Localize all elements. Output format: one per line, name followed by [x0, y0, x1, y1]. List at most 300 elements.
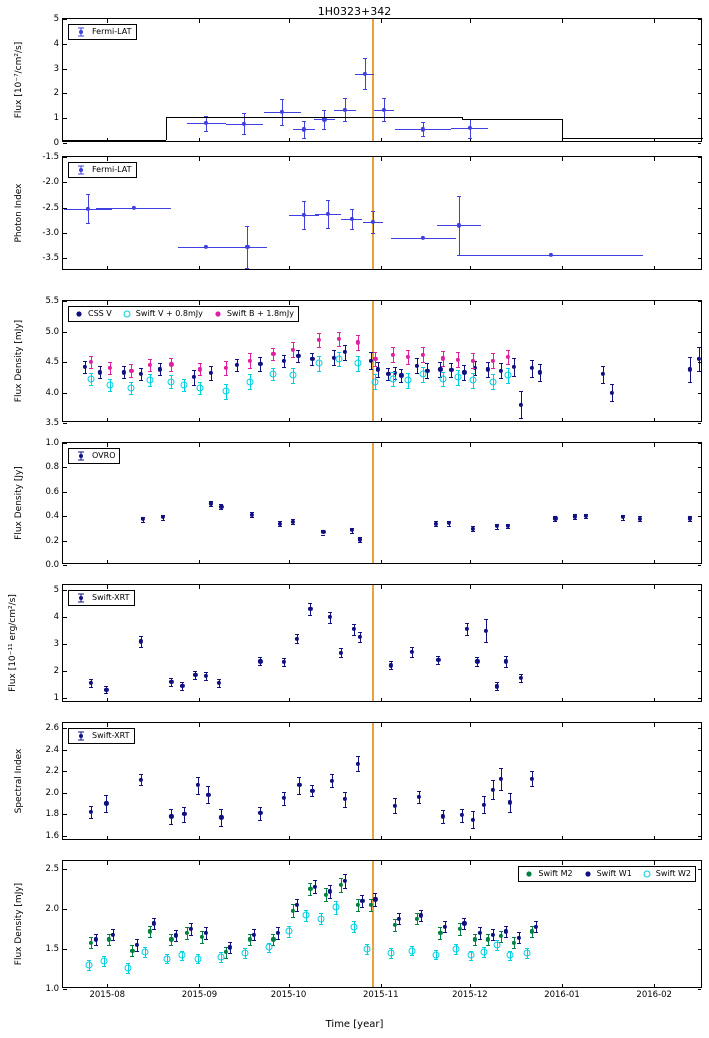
data-point	[335, 355, 342, 362]
error-bar-cap	[436, 664, 440, 665]
error-bar-cap	[198, 394, 202, 395]
data-point	[530, 366, 534, 370]
error-bar-cap	[638, 521, 642, 522]
error-bar-cap	[397, 913, 401, 914]
error-bar-cap	[196, 963, 200, 964]
data-point	[198, 367, 202, 371]
y-tickmark	[698, 44, 702, 45]
error-bar-cap	[339, 648, 343, 649]
y-tickmark	[63, 771, 67, 772]
data-point	[217, 681, 221, 685]
error-bar-cap	[104, 795, 108, 796]
data-point	[439, 376, 446, 383]
error-bar-cap	[334, 914, 338, 915]
error-bar-cap	[313, 893, 317, 894]
error-bar-cap	[356, 911, 360, 912]
error-bar-cap	[495, 529, 499, 530]
x-tickmark	[654, 585, 655, 589]
x-tickmark	[654, 301, 655, 305]
error-bar-cap	[295, 643, 299, 644]
y-tickmark	[63, 644, 67, 645]
legend-label: Swift-XRT	[92, 731, 130, 740]
error-bar-cap	[343, 98, 347, 99]
error-bar-cap	[534, 921, 538, 922]
error-bar-cap	[506, 350, 510, 351]
error-bar-cap	[152, 929, 156, 930]
error-bar-cap	[519, 391, 523, 392]
error-bar-cap	[295, 899, 299, 900]
error-bar-cap	[469, 960, 473, 961]
error-bar-cap	[339, 657, 343, 658]
error-bar-cap	[297, 777, 301, 778]
data-point	[482, 802, 486, 806]
data-point	[285, 928, 292, 935]
data-point	[139, 639, 143, 643]
error-bar-cap	[196, 777, 200, 778]
error-bar-cap	[317, 371, 321, 372]
error-bar-cap	[471, 531, 475, 532]
data-point	[530, 777, 534, 781]
y-tickmark	[698, 19, 702, 20]
data-point	[108, 366, 112, 370]
x-tickmark	[107, 157, 108, 161]
y-tickmark	[63, 233, 67, 234]
x-tickmark	[562, 836, 563, 840]
error-bar-cap	[169, 358, 173, 359]
x-tickmark	[289, 836, 290, 840]
y-tickmark	[698, 909, 702, 910]
data-point	[362, 71, 366, 75]
data-point	[98, 370, 102, 374]
error-bar-cap	[491, 799, 495, 800]
x-tickmark	[107, 418, 108, 422]
error-bar-cap	[457, 196, 461, 197]
y-tick-label: 1	[53, 113, 59, 124]
data-point	[475, 659, 479, 663]
y-axis-label-spectral-index: Spectral Index	[14, 748, 24, 814]
x-tickmark	[289, 19, 290, 23]
error-bar-cap	[267, 952, 271, 953]
x-tickmark	[381, 157, 382, 161]
panel-photon-index	[42, 152, 702, 270]
x-tickmark	[470, 984, 471, 988]
error-bar-cap	[296, 362, 300, 363]
error-bar-cap	[271, 380, 275, 381]
data-point	[421, 236, 425, 240]
data-point	[245, 245, 249, 249]
error-bar-cap	[471, 353, 475, 354]
data-point	[89, 681, 93, 685]
error-bar-cap	[129, 377, 133, 378]
data-point	[339, 650, 343, 654]
data-point	[111, 933, 115, 937]
data-point	[506, 355, 510, 359]
error-bar-cap	[458, 935, 462, 936]
error-bar-cap	[410, 955, 414, 956]
data-point	[433, 951, 440, 958]
x-tickmark	[470, 560, 471, 564]
error-bar-cap	[334, 901, 338, 902]
y-tickmark	[698, 118, 702, 119]
error-bar-cap	[295, 911, 299, 912]
error-bar-cap	[148, 374, 152, 375]
error-bar-cap	[206, 786, 210, 787]
data-point	[495, 684, 499, 688]
error-bar-cap	[525, 958, 529, 959]
error-bar-cap	[443, 921, 447, 922]
step-segment	[166, 117, 462, 118]
error-bar-cap	[373, 374, 377, 375]
y-tick-label: 2	[53, 88, 59, 99]
x-tickmark	[289, 138, 290, 142]
error-bar-cap	[530, 786, 534, 787]
error-bar-cap	[104, 693, 108, 694]
x-tickmark	[562, 19, 563, 23]
error-bar-cap	[517, 932, 521, 933]
data-point	[316, 360, 323, 367]
data-point	[343, 350, 347, 354]
error-bar-cap	[421, 382, 425, 383]
error-bar-cap	[189, 923, 193, 924]
error-bar-cap	[475, 657, 479, 658]
error-bar-cap	[271, 348, 275, 349]
y-tickmark	[698, 949, 702, 950]
data-point	[452, 946, 459, 953]
data-point	[333, 904, 340, 911]
data-point	[204, 931, 208, 935]
data-point	[372, 378, 379, 385]
data-point	[258, 811, 262, 815]
y-tickmark	[698, 332, 702, 333]
error-bar-cap	[343, 874, 347, 875]
error-bar-cap	[512, 948, 516, 949]
error-bar-cap	[217, 687, 221, 688]
error-bar-cap	[330, 774, 334, 775]
error-bar-cap	[465, 623, 469, 624]
step-riser	[166, 117, 167, 140]
error-bar-cap	[460, 822, 464, 823]
error-bar-cap	[406, 388, 410, 389]
error-bar-cap	[393, 919, 397, 920]
y-tickmark	[63, 869, 67, 870]
data-point	[397, 917, 401, 921]
error-bar-cap	[248, 353, 252, 354]
error-bar-cap	[94, 945, 98, 946]
x-tickmark	[654, 723, 655, 727]
y-tickmark	[63, 362, 67, 363]
legend-label: OVRO	[92, 451, 116, 460]
error-bar-cap	[530, 771, 534, 772]
data-point	[697, 357, 701, 361]
data-point	[258, 362, 262, 366]
x-tickmark	[289, 984, 290, 988]
error-bar-cap	[291, 917, 295, 918]
legend-item	[523, 869, 572, 879]
x-tickmark	[381, 984, 382, 988]
y-tick-label: -2.0	[42, 177, 59, 188]
error-bar-cap	[278, 526, 282, 527]
error-bar-cap	[209, 380, 213, 381]
error-bar-cap	[204, 939, 208, 940]
data-point	[189, 927, 193, 931]
error-bar-cap	[317, 347, 321, 348]
error-bar-cap	[358, 642, 362, 643]
x-tickmark	[107, 266, 108, 270]
x-tick-label: 2015-12	[452, 990, 488, 1000]
error-bar-cap	[601, 366, 605, 367]
data-point	[93, 937, 97, 941]
error-bar-cap	[473, 934, 477, 935]
error-bar-cap	[98, 378, 102, 379]
x-tickmark	[470, 19, 471, 23]
x-tickmark	[470, 443, 471, 447]
data-point	[323, 893, 327, 897]
legend-label: Fermi-LAT	[92, 165, 132, 174]
error-bar-cap	[87, 970, 91, 971]
data-point	[504, 372, 511, 379]
y-tickmark	[63, 492, 67, 493]
x-tickmark	[381, 861, 382, 865]
error-bar-cap	[399, 369, 403, 370]
error-bar-cap	[165, 963, 169, 964]
error-bar-cap	[373, 352, 377, 353]
error-bar-cap	[182, 391, 186, 392]
error-bar-cap	[386, 368, 390, 369]
y-tickmark	[698, 301, 702, 302]
error-bar-cap	[499, 378, 503, 379]
error-bar-cap	[688, 521, 692, 522]
error-bar-cap	[217, 679, 221, 680]
y-tick-label: 1.6	[45, 830, 59, 841]
y-tick-label: -2.5	[42, 202, 59, 213]
x-tick-label: 2015-08	[89, 990, 126, 1000]
data-point	[174, 933, 178, 937]
error-bar-cap	[482, 796, 486, 797]
error-bar-cap	[417, 803, 421, 804]
error-bar-cap	[224, 375, 228, 376]
legend-optical-flux	[68, 306, 299, 322]
data-point	[339, 883, 343, 887]
error-bar-cap	[499, 790, 503, 791]
y-tickmark	[698, 93, 702, 94]
x-tickmark	[562, 723, 563, 727]
x-tickmark	[381, 698, 382, 702]
error-bar-cap	[373, 366, 377, 367]
data-point	[289, 372, 296, 379]
data-point	[195, 783, 199, 787]
error-bar-cap	[193, 671, 197, 672]
error-bar-cap	[406, 373, 410, 374]
data-point	[308, 607, 312, 611]
error-bar-cap	[456, 352, 460, 353]
data-point	[242, 122, 246, 126]
data-point	[131, 206, 135, 210]
error-bar-cap	[317, 356, 321, 357]
x-tick-label: 2015-09	[181, 990, 218, 1000]
data-point	[519, 403, 523, 407]
error-bar-cap	[319, 913, 323, 914]
error-bar-cap	[185, 939, 189, 940]
x-tickmark	[199, 138, 200, 142]
data-point	[373, 357, 377, 361]
error-bar-cap	[174, 941, 178, 942]
error-bar-cap	[482, 813, 486, 814]
y-tickmark	[698, 541, 702, 542]
error-bar-cap	[139, 774, 143, 775]
error-bar-cap	[182, 379, 186, 380]
data-point	[419, 913, 423, 917]
data-point	[270, 371, 277, 378]
x-tickmark	[289, 560, 290, 564]
data-point	[538, 370, 542, 374]
error-bar-cap	[324, 888, 328, 889]
data-point	[382, 107, 386, 111]
data-point	[484, 628, 488, 632]
error-bar-cap	[122, 366, 126, 367]
error-bar-cap	[228, 942, 232, 943]
data-point	[266, 944, 273, 951]
y-tickmark	[698, 69, 702, 70]
error-bar-cap	[371, 233, 375, 234]
data-point	[350, 923, 357, 930]
error-bar-cap	[321, 535, 325, 536]
y-tickmark	[698, 771, 702, 772]
y-tickmark	[698, 989, 702, 990]
error-bar-cap	[363, 58, 367, 59]
y-tickmark	[698, 258, 702, 259]
x-tickmark	[199, 266, 200, 270]
x-tickmark	[381, 138, 382, 142]
legend-item	[73, 593, 130, 603]
error-bar-cap	[553, 521, 557, 522]
y-tickmark	[63, 143, 67, 144]
y-axis-label-ovro-flux: Flux Density [Jy]	[14, 466, 24, 540]
error-bar-cap	[399, 382, 403, 383]
error-bar-cap	[206, 803, 210, 804]
error-bar-cap	[276, 927, 280, 928]
y-tickmark	[698, 233, 702, 234]
error-bar-cap	[248, 945, 252, 946]
data-point	[499, 368, 503, 372]
error-bar-cap	[271, 360, 275, 361]
x-tickmark	[470, 266, 471, 270]
panel-ovro-flux	[45, 438, 702, 570]
step-segment	[462, 119, 562, 120]
error-bar-cap	[310, 365, 314, 366]
data-point	[464, 627, 468, 631]
x-tickmark	[107, 19, 108, 23]
x-tickmark	[562, 698, 563, 702]
error-bar-cap	[449, 363, 453, 364]
error-bar-cap	[108, 379, 112, 380]
data-point	[246, 378, 253, 385]
y-tick-label: 3.5	[45, 418, 59, 428]
data-point	[86, 207, 90, 211]
error-bar-cap	[495, 950, 499, 951]
data-point	[122, 370, 126, 374]
y-tick-label: 0	[53, 138, 59, 148]
data-point	[104, 687, 108, 691]
x-tickmark	[199, 443, 200, 447]
x-tickmark	[199, 157, 200, 161]
x-tickmark	[381, 836, 382, 840]
data-point	[89, 360, 93, 364]
y-tick-label: 5.5	[45, 296, 59, 306]
data-point	[86, 962, 93, 969]
error-bar-cap	[89, 806, 93, 807]
x-tick-label: 2016-02	[636, 990, 672, 1000]
error-bar-cap	[360, 907, 364, 908]
data-point	[519, 675, 523, 679]
error-bar-cap	[111, 940, 115, 941]
x-tickmark	[199, 723, 200, 727]
x-tickmark	[654, 157, 655, 161]
data-point	[480, 949, 487, 956]
error-bar-cap	[343, 345, 347, 346]
error-bar-cap	[491, 353, 495, 354]
error-bar-cap	[143, 957, 147, 958]
data-point	[601, 372, 605, 376]
data-point	[282, 796, 286, 800]
error-bar-cap	[373, 906, 377, 907]
data-point	[224, 366, 228, 370]
y-tickmark	[698, 750, 702, 751]
error-bar-cap	[447, 526, 451, 527]
error-bar-cap	[322, 110, 326, 111]
data-point	[456, 357, 460, 361]
error-bar-cap	[373, 893, 377, 894]
data-point	[355, 360, 362, 367]
x-tickmark	[381, 585, 382, 589]
x-tickmark	[562, 266, 563, 270]
error-bar-cap	[688, 382, 692, 383]
error-bar-cap	[328, 612, 332, 613]
legend-item	[73, 451, 115, 461]
y-tickmark	[698, 393, 702, 394]
error-bar-cap	[245, 226, 249, 227]
error-bar-cap	[610, 384, 614, 385]
data-point	[503, 929, 507, 933]
x-tickmark	[107, 560, 108, 564]
data-point	[208, 371, 212, 375]
error-bar-cap	[391, 386, 395, 387]
error-bar-cap	[169, 945, 173, 946]
x-tickmark	[562, 984, 563, 988]
error-bar-cap	[356, 335, 360, 336]
legend-label: Swift M2	[538, 869, 573, 878]
y-tick-label: 0.8	[45, 462, 59, 473]
y-tickmark	[698, 644, 702, 645]
error-bar-cap	[441, 366, 445, 367]
x-tickmark	[289, 157, 290, 161]
y-tickmark	[63, 467, 67, 468]
error-bar-cap	[148, 359, 152, 360]
error-bar-cap	[169, 375, 173, 376]
x-tickmark	[381, 560, 382, 564]
legend-marker	[641, 869, 653, 879]
error-bar-cap	[486, 362, 490, 363]
x-tickmark	[289, 698, 290, 702]
x-tickmark	[654, 560, 655, 564]
error-bar-cap	[313, 880, 317, 881]
data-point	[129, 368, 133, 372]
x-tickmark	[107, 443, 108, 447]
error-bar-cap	[471, 368, 475, 369]
y-tick-label: 0.0	[45, 560, 59, 570]
data-point	[179, 952, 186, 959]
error-bar-cap	[135, 939, 139, 940]
error-bar-cap	[454, 954, 458, 955]
